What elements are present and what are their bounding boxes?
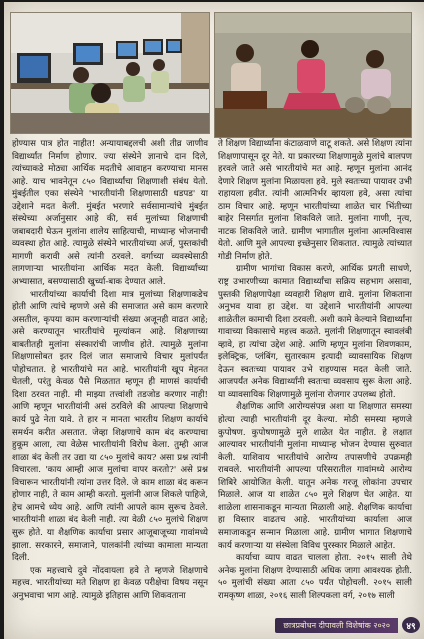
left-paragraph-3: एक महत्त्वाचे दुवे नोंदवायला हवे ते म्हणजे शिक्षणाचे महत्त्व. भारतीयांच्या मते शिक्षण हा केवळ परीक्षेचा विषय नसून अनुभवाचा भाग आहे. त्यामुळे इतिहास आणि शिकवताना xyxy=(12,565,208,601)
page-number: ४९ xyxy=(402,617,420,633)
left-paragraph-2: भारतीयांच्या कार्याची दिशा मात्र मुलांच्या शिक्षणाकडेच होती आणि त्यांचे म्हणणे असे की समाजात असे काम करणारे असतील, कृपया काम करणाऱ्यांची संख्या अजूनही वाढत आहे; असे करण्यातून भारतीयांचे मूल्यांकन आहे. शिक्षणाच्या बाबतीतही मुलांना संस्कारांची जाणीव होते. त्यामुळे मुलांना शिक्षणासोबत इतर दिलं जात समाजाचे विचार मुलांपर्यंत पोहोचतात. हे भारतीयांचे मत आहे. भारतीयांनी खूप मेहनत घेतली, परंतु केवळ पैसे मिळतात म्हणून ही माणसं कार्याची दिशा ठरवत नाही. मी माझ्या तत्त्वांशी तडजोड करणार नाही! आणि म्हणून भारतीयांनी असं ठरविले की आपल्या शिक्षणाचे कार्य पुढे नेता यावे. ते हार न मानता भारतीय शिक्षण कार्याचे समर्थन करीत असतात. जेव्हा शिक्षणाचे काम बंद करण्याचा हुकूम आला, त्या वेळेस भारतीयांनी विरोध केला. तुम्ही आज शाळा बंद केली तर उद्या या ८५० मुलांचे काय? असा प्रश्न त्यांनी विचारला. 'काय आम्ही आज मुलांचा वापर करतो?' असे प्रश्न विचारून भारतीयांनी त्यांना उत्तर दिले. जे काम शाळा बंद करून होणार नाही, ते काम आम्ही करतो. मुलांनी आज शिकले पाहिजे, हेच आमचे ध्येय आहे. आणि त्यांनी आपले काम सुरूच ठेवले. भारतीयांनी शाळा बंद केली नाही. त्या वेळी ८५० मुलांचे शिक्षण सुरू होते. या शैक्षणिक कार्याचा प्रसार आजूबाजूच्या गावांमध्ये झाला. सरकारने, समाजाने, पालकांनी त्यांच्या कामाला मान्यता दिली. xyxy=(12,289,208,564)
article-left-column xyxy=(12,138,208,602)
magazine-page xyxy=(4,2,424,639)
page-footer xyxy=(275,617,420,633)
right-paragraph-2: ग्रामीण भागांचा विकास करणे, आर्थिक प्रगती साधणे, राष्ट्र उभारणीच्या कामात विद्यार्थ्यांचा सक्रिय सहभाग असावा, पुस्तकी शिक्षणापेक्षा व्यवहारी शिक्षण द्यावे. मुलांना शिकताना अनुभव यावा हा उद्देश. या उद्देशाने भारतीयांनी आपल्या शाळेतील कामाची दिशा ठरवली. अशी कामे केल्याने विद्यार्थ्यांना गावाच्या विकासाचे महत्त्व कळते. मुलांनी शिक्षणातून स्वावलंबी व्हावे, हा त्यांचा उद्देश आहे. आणि म्हणून मुलांना शिवणकाम, इलेक्ट्रिक, प्लंबिंग, सुतारकाम इत्यादी व्यावसायिक शिक्षण देऊन स्वतःच्या पायावर उभे राहण्यास मदत केली जाते. आजपर्यंत अनेक विद्यार्थ्यांनी स्वतःचा व्यवसाय सुरू केला आहे. या व्यावसायिक शिक्षणामुळे मुलांना रोजगार उपलब्ध होतो. xyxy=(218,264,412,400)
music-class-photo xyxy=(214,12,412,138)
right-paragraph-1: ते शिक्षण विद्यार्थ्यांना कंटाळवाणे वाटू शकते. असे शिक्षण त्यांना शिक्षणापासून दूर नेते. या प्रकारच्या शिक्षणामुळे मुलांचे बालपण हरवले जाते असे भारतीयांचे मत आहे. म्हणून मुलांना आनंद देणारे शिक्षण मुलांना मिळायला हवे. मुले स्वतःच्या पायावर उभी राहायला हवीत. त्यांनी आत्मनिर्भर व्हायला हवे, असा त्यांचा ठाम विचार आहे. म्हणून भारतीयांच्या शाळेत चार भिंतीच्या बाहेर निसर्गात मुलांना शिकविले जाते. मुलांना गाणी, नृत्य, नाटक शिकविले जाते. ग्रामीण भागातील मुलांना आत्मविश्वास येतो. आणि मुले आपल्या इच्छेनुसार शिकतात. त्यामुळे त्यांच्यात गोडी निर्माण होते. xyxy=(218,139,412,262)
music-class-illustration xyxy=(215,13,411,137)
right-paragraph-3: शैक्षणिक आणि आरोग्यसंपन्न अशा या शिक्षणात समस्या होत्या त्याही भारतीयांनी दूर केल्या. मोठी समस्या म्हणजे कुपोषण. कुपोषणामुळे मुले शाळेत येत नाहीत. हे लक्षात आल्यावर भारतीयांनी मुलांना माध्यान्ह भोजन देण्यास सुरुवात केली. याशिवाय भारतीयांचे आरोग्य तपासणीचे उपक्रमही राबवले. भारतीयांनी आपल्या परिसरातील गावांमध्ये आरोग्य शिबिरे आयोजित केली. यातून अनेक गरजू लोकांना उपचार मिळाले. आज या शाळेत ८५० मुले शिक्षण घेत आहेत. या शाळेला शासनाकडून मान्यता मिळाली आहे. शैक्षणिक कार्याचा हा विस्तार वाढतच आहे. भारतीयांच्या कार्याला आज समाजाकडून सन्मान मिळाला आहे. ग्रामीण भागात शिक्षणाचे कार्य करणाऱ्या या संस्थेला विविध पुरस्कार मिळाले आहेत. xyxy=(218,402,412,551)
right-paragraph-4: कार्याचा व्याप वाढत चालला होता. २०१५ साली तेथे अनेक मुलांना शिक्षण देण्यासाठी अधिक जागा आवश्यक होती. ५० मुलांची संख्या आता ८५० पर्यंत पोहोचली. २०१५ साली रामकृष्ण शाळा, २०१६ साली शिल्पकला वर्ग, २०१७ साली xyxy=(218,553,412,601)
computer-lab-illustration xyxy=(11,13,209,133)
left-paragraph-1: होण्यास पात्र होत नाहीत! अन्यायाबद्दलची अशी तीव्र जाणीव विद्यार्थ्यांत निर्माण होणार. ज्या संस्थेने ज्ञानाचे दान दिले, त्यांच्याकडे मोठ्या आर्थिक मदतीचे आवाहन करण्याचा मानस आहे. याच भावनेतून ८५० विद्यार्थ्यांचा शिक्षणाशी संबंध येतो. मुंबईतील एका संस्थेने 'भारतीयांनी शिक्षणासाठी धडपड' या उद्देशाने मदत केली. मुंबईत भरणारे सर्वसामान्यांचे मुंबईत संस्थेच्या अर्जानुसार आहे की, सर्व मुलांच्या शिक्षणाची जबाबदारी घेऊन मुलांना शालेय साहित्याची, माध्यान्ह भोजनाची व्यवस्था होत आहे. त्यामुळे संस्थेने भारतीयांच्या अर्ज, पुस्तकांची मागणी करावी असे त्यांनी ठरवले. वर्गाच्या व्यवस्थेसाठी लागणाऱ्या भारतीयांना आर्थिक मदत केली. विद्यार्थ्यांच्या अभ्यासात, बसण्यासाठी खुर्च्या-बाक देण्यात आले. xyxy=(12,139,208,288)
article-right-column xyxy=(218,138,412,602)
computer-lab-photo xyxy=(10,12,210,134)
magazine-title: छात्रप्रबोधन दीपावली विशेषांक २०२० xyxy=(275,618,398,633)
